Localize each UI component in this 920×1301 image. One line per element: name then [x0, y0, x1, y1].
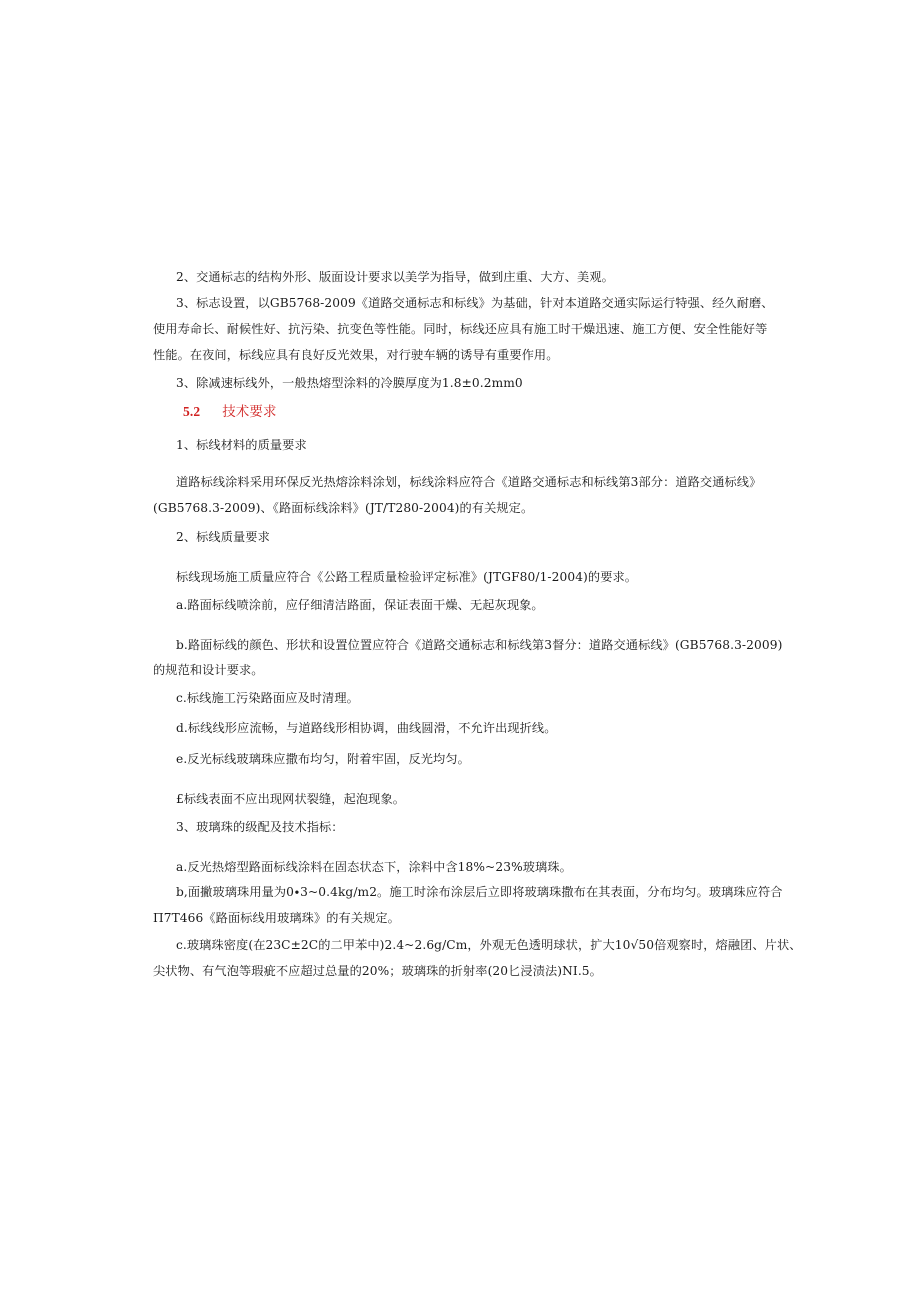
- paragraph-sign-setting-line3: 性能。在夜间，标线应具有良好反光效果，对行驶车辆的诱导有重要作用。: [153, 348, 559, 362]
- item-b-bead-amount-line1: b,面撇玻璃珠用量为0∙3~0.4kg∕m2。施工时涂布涂层后立即将玻璃珠撒布在其表面，分布均匀。玻璃珠应符合: [176, 885, 783, 899]
- item-b-color-shape-line1: b.路面标线的颜色、形状和设置位置应符合《道路交通标志和标线第3督分：道路交通标线》(GB5768.3-2009): [176, 638, 783, 652]
- paragraph-coating-line2: (GB5768.3-2009)、《路面标线涂料》(JT/T280-2004)的有关规定。: [153, 501, 534, 515]
- item-f-no-cracks: £标线表面不应出现网状裂缝，起泡现象。: [176, 792, 406, 806]
- item-e-glass-beads: e.反光标线玻璃珠应撒布均匀，附着牢固，反光均匀。: [176, 752, 470, 766]
- section-heading: [183, 399, 277, 425]
- paragraph-construction-standard: 标线现场施工质量应符合《公路工程质量检验评定标准》(JTGF80/1-2004)的要求。: [176, 570, 638, 584]
- subheading-material-quality: 1、标线材料的质量要求: [176, 438, 307, 452]
- section-number: 5.2: [183, 404, 201, 419]
- paragraph-coating-line1: 道路标线涂料采用环保反光热熔涂料涂划，标线涂料应符合《道路交通标志和标线第3部分：道路交通标线》: [176, 475, 762, 489]
- subheading-marking-quality: 2、标线质量要求: [176, 530, 270, 544]
- item-b-color-shape-line2: 的规范和设计要求。: [153, 663, 264, 677]
- paragraph-sign-setting-line1: 3、标志设置，以GB5768-2009《道路交通标志和标线》为基础，针对本道路交通实际运行特强、经久耐磨、: [176, 296, 774, 310]
- item-a-cleaning: a.路面标线喷涂前，应仔细清洁路面，保证表面干燥、无起灰现象。: [176, 598, 544, 612]
- item-c-bead-density-line2: 尖状物、有气泡等瑕疵不应超过总量的20%；玻璃珠的折射率(20匕浸渍法)NI.5。: [153, 964, 602, 978]
- section-title: 技术要求: [222, 404, 277, 420]
- item-c-cleanup: c.标线施工污染路面应及时清理。: [176, 691, 359, 705]
- item-b-bead-amount-line2: Π7T466《路面标线用玻璃珠》的有关规定。: [153, 911, 400, 925]
- item-a-bead-content: a.反光热熔型路面标线涂料在固态状态下，涂料中含18%~23%玻璃珠。: [176, 860, 572, 874]
- paragraph-sign-setting-line2: 使用寿命长、耐候性好、抗污染、抗变色等性能。同时，标线还应具有施工时干燥迅速、施工方便、安全性能好等: [153, 322, 768, 336]
- paragraph-sign-design: 2、交通标志的结构外形、版面设计要求以美学为指导，做到庄重、大方、美观。: [176, 270, 614, 284]
- subheading-glass-bead-spec: 3、玻璃珠的级配及技术指标：: [176, 820, 344, 834]
- item-d-smooth-line: d.标线线形应流畅，与道路线形相协调，曲线圆滑，不允许出现折线。: [176, 721, 557, 735]
- paragraph-film-thickness: 3、除减速标线外，一般热熔型涂料的冷膜厚度为1.8±0.2mm0: [176, 376, 523, 390]
- item-c-bead-density-line1: c.玻璃珠密度(在23C±2C的二甲苯中)2.4~2.6g/Cm，外观无色透明球状，扩大10√50倍观察时，熔融团、片状、: [176, 938, 802, 952]
